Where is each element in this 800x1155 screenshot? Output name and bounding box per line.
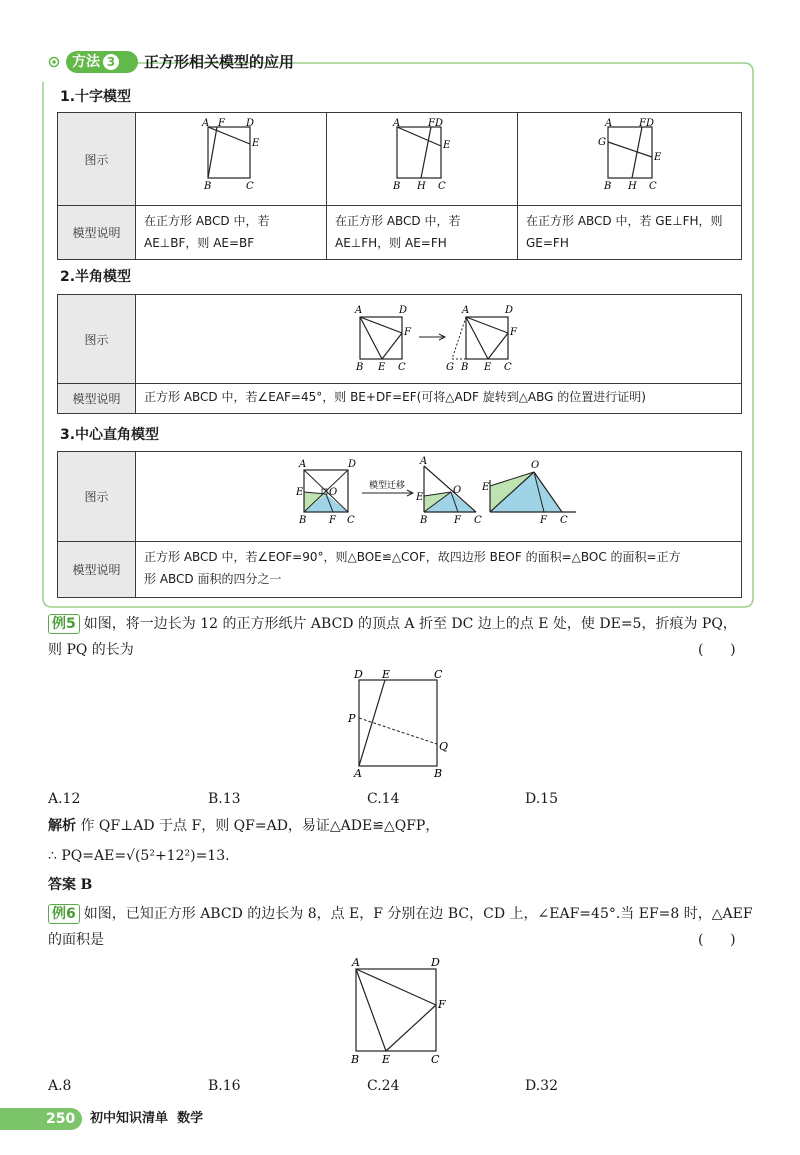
- svg-text:G: G: [446, 362, 454, 373]
- example-6-answer-bracket: ( ): [698, 932, 736, 948]
- description-row-label: 模型说明: [58, 542, 136, 598]
- svg-text:B: B: [351, 1053, 360, 1066]
- svg-text:C: C: [649, 181, 657, 192]
- example-5-answer: [48, 875, 92, 895]
- example-6-option-c: C.24: [367, 1078, 400, 1094]
- svg-text:O: O: [531, 460, 540, 471]
- cross-model-figure-1: [136, 113, 326, 201]
- footer-book-title: [90, 1108, 203, 1130]
- svg-text:E: E: [296, 487, 304, 498]
- svg-text:E: E: [484, 362, 492, 373]
- svg-text:B: B: [461, 362, 469, 373]
- example-5-option-a: A.12: [48, 791, 81, 807]
- example-5-option-c: C.14: [367, 791, 400, 807]
- svg-text:C: C: [398, 362, 406, 373]
- svg-text:C: C: [560, 515, 568, 526]
- svg-text:B: B: [393, 181, 401, 192]
- answer-label: 答案: [48, 877, 76, 893]
- svg-text:F: F: [454, 515, 461, 526]
- svg-text:B: B: [356, 362, 364, 373]
- svg-text:A: A: [354, 767, 362, 780]
- svg-text:H: H: [628, 181, 637, 192]
- example-6-line-2: 的面积是: [48, 932, 104, 948]
- cross-model-description-1: 在正方形 ABCD 中，若 AE⊥BF，则 AE=BF: [144, 214, 270, 250]
- example-6-option-a: A.8: [48, 1078, 72, 1094]
- svg-text:F: F: [438, 998, 446, 1011]
- example-6-label: 例6: [48, 904, 80, 924]
- svg-text:B: B: [299, 515, 307, 526]
- example-5-label: 例5: [48, 614, 80, 634]
- method-label: 方法: [72, 54, 100, 70]
- svg-text:P: P: [348, 712, 356, 725]
- example-5-option-b: B.13: [208, 791, 241, 807]
- svg-text:E: E: [443, 140, 451, 151]
- method-badge: [66, 51, 138, 73]
- svg-text:D: D: [399, 305, 408, 316]
- svg-text:D: D: [431, 956, 440, 969]
- svg-text:A: A: [202, 118, 210, 129]
- cross-model-figure-3: [518, 113, 741, 201]
- example-6-text-1: 如图，已知正方形 ABCD 的边长为 8，点 E，F 分别在边 BC，CD 上，∠EAF=45°.当 EF=8 时，△AEF: [83, 906, 753, 922]
- cross-model-description-3: 在正方形 ABCD 中，若 GE⊥FH，则 GE=FH: [526, 214, 723, 250]
- svg-text:F: F: [218, 118, 225, 129]
- half-angle-model-figure: [136, 295, 741, 379]
- example-6-figure: [340, 955, 460, 1067]
- svg-text:F: F: [329, 515, 336, 526]
- cross-model-figure-2: [327, 113, 517, 201]
- svg-text:C: C: [438, 181, 446, 192]
- svg-text:B: B: [434, 767, 443, 780]
- svg-text:C: C: [347, 515, 355, 526]
- svg-text:D: D: [246, 118, 255, 129]
- model-transfer-label: 模型迁移: [369, 481, 406, 491]
- section-2-heading: 2.半角模型: [60, 269, 132, 285]
- svg-text:G: G: [598, 137, 606, 148]
- half-angle-model-table: [57, 294, 742, 414]
- svg-text:D: D: [348, 459, 357, 470]
- answer-value: B: [80, 877, 93, 893]
- figure-row-label: 图示: [58, 452, 136, 542]
- subject: 数学: [177, 1111, 204, 1126]
- svg-text:A: A: [420, 456, 428, 467]
- center-right-angle-model-table: [57, 451, 742, 598]
- example-5-line-2: 则 PQ 的长为: [48, 642, 134, 658]
- example-5-answer-bracket: ( ): [698, 642, 736, 658]
- svg-text:A: A: [352, 956, 360, 969]
- svg-text:C: C: [246, 181, 254, 192]
- book-title: 初中知识清单: [90, 1111, 169, 1126]
- svg-text:A: A: [462, 305, 470, 316]
- example-6-line-1: [48, 904, 753, 924]
- bullet-dot-icon: [48, 56, 60, 68]
- svg-text:D: D: [505, 305, 514, 316]
- svg-text:E: E: [654, 152, 662, 163]
- analysis-text-1: 作 QF⊥AD 于点 F，则 QF=AD，易证△ADE≌△QFP，: [80, 818, 440, 834]
- example-6-option-d: D.32: [525, 1078, 558, 1094]
- svg-text:C: C: [504, 362, 512, 373]
- method-number: 3: [103, 54, 119, 70]
- svg-text:D: D: [354, 668, 363, 681]
- svg-text:F: F: [540, 515, 547, 526]
- svg-text:O: O: [329, 487, 338, 498]
- svg-text:FD: FD: [639, 118, 654, 129]
- svg-text:A: A: [355, 305, 363, 316]
- svg-text:B: B: [604, 181, 612, 192]
- svg-text:E: E: [378, 362, 386, 373]
- svg-text:A: A: [605, 118, 613, 129]
- svg-text:A: A: [299, 459, 307, 470]
- center-right-angle-model-figure: [136, 452, 741, 537]
- description-row-label: 模型说明: [58, 384, 136, 414]
- figure-row-label: 图示: [58, 113, 136, 206]
- section-1-heading: 1.十字模型: [60, 89, 132, 105]
- svg-text:E: E: [382, 1053, 391, 1066]
- example-5-line-1: [48, 614, 737, 634]
- figure-row-label: 图示: [58, 295, 136, 384]
- example-5-analysis-line-1: [48, 816, 439, 836]
- svg-text:E: E: [252, 138, 260, 149]
- svg-text:C: C: [431, 1053, 440, 1066]
- svg-text:O: O: [453, 485, 462, 496]
- svg-text:C: C: [434, 668, 443, 681]
- analysis-label: 解析: [48, 818, 76, 834]
- example-5-text-1: 如图，将一边长为 12 的正方形纸片 ABCD 的顶点 A 折至 DC 边上的点 E 处，使 DE=5，折痕为 PQ，: [83, 616, 737, 632]
- svg-text:F: F: [510, 327, 517, 338]
- svg-text:E: E: [382, 668, 391, 681]
- cross-model-description-2: 在正方形 ABCD 中，若 AE⊥FH，则 AE=FH: [335, 214, 461, 250]
- example-6-option-b: B.16: [208, 1078, 241, 1094]
- svg-text:E: E: [416, 492, 424, 503]
- svg-text:B: B: [204, 181, 212, 192]
- example-5-option-d: D.15: [525, 791, 558, 807]
- description-row-label: 模型说明: [58, 206, 136, 260]
- cross-model-table: [57, 112, 742, 260]
- center-model-description-line-2: 形 ABCD 面积的四分之一: [144, 572, 282, 586]
- svg-text:H: H: [417, 181, 426, 192]
- svg-text:A: A: [393, 118, 401, 129]
- method-title: 正方形相关模型的应用: [144, 53, 295, 71]
- section-3-heading: 3.中心直角模型: [60, 427, 160, 443]
- svg-text:F: F: [404, 327, 411, 338]
- example-5-analysis-line-2: ∴ PQ=AE=√(5²+12²)=13.: [48, 848, 230, 864]
- svg-text:E: E: [482, 482, 490, 493]
- svg-text:C: C: [474, 515, 482, 526]
- page-number: 250: [46, 1111, 76, 1127]
- half-angle-model-description: 正方形 ABCD 中，若∠EAF=45°，则 BE+DF=EF(可将△ADF 旋转到△ABG 的位置进行证明): [144, 390, 646, 404]
- example-5-figure: [340, 668, 460, 780]
- svg-text:B: B: [420, 515, 428, 526]
- svg-text:Q: Q: [439, 740, 449, 753]
- center-model-description-line-1: 正方形 ABCD 中，若∠EOF=90°，则△BOE≌△COF，故四边形 BEOF 的面积=△BOC 的面积=正方: [144, 550, 681, 564]
- svg-text:FD: FD: [428, 118, 443, 129]
